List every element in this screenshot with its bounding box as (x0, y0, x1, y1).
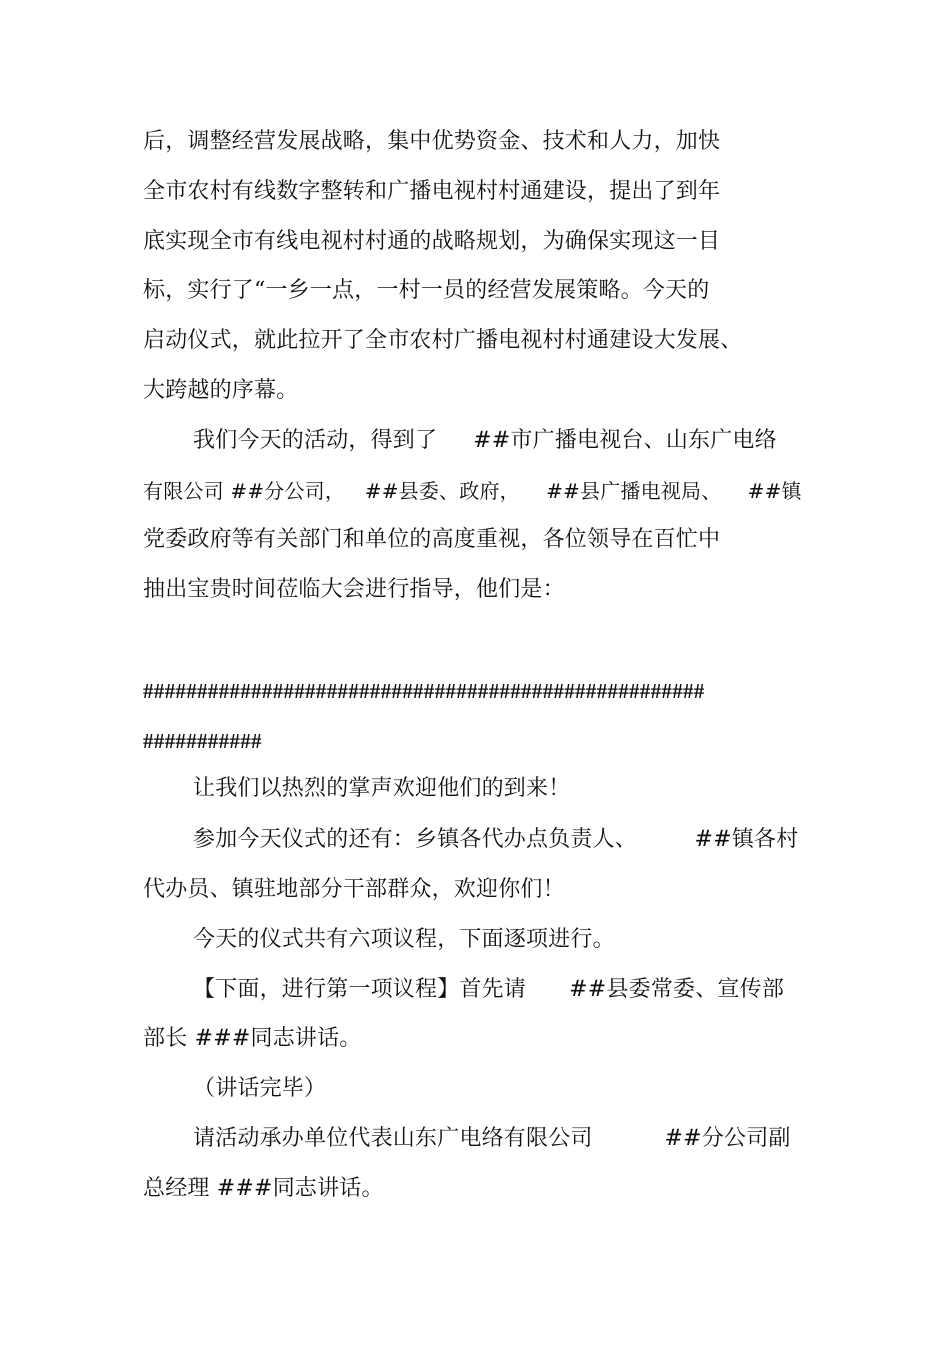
text-line: 总经理 ###同志讲话。 (143, 1176, 384, 1201)
text-line: 底实现全市有线电视村村通的战略规划，为确保实现这一目 (143, 229, 721, 254)
text-line: 启动仪式，就此拉开了全市农村广播电视村村通建设大发展、 (143, 328, 743, 353)
paragraph-first-line: 今天的仪式共有六项议程，下面逐项进行。 (193, 927, 615, 952)
text-line: 部长 ###同志讲话。 (143, 1026, 362, 1051)
paragraph-first-line: 【下面，进行第一项议程】首先请 ##县委常委、宣传部 (193, 977, 785, 1002)
redacted-names-line: #################################################### (143, 679, 705, 703)
text-line: 代办员、镇驻地部分干部群众，欢迎你们！ (143, 877, 565, 902)
text-line: 有限公司 ##分公司， ##县委、政府， ##县广播电视局、 ##镇 (143, 479, 802, 503)
paragraph-first-line: 我们今天的活动，得到了 ##市广播电视台、山东广电络 (193, 428, 777, 453)
text-line: 全市农村有线数字整转和广播电视村村通建设，提出了到年 (143, 179, 721, 204)
paragraph-first-line: （讲话完毕） (193, 1076, 327, 1101)
paragraph-first-line: 让我们以热烈的掌声欢迎他们的到来！ (193, 776, 571, 801)
text-line: 党委政府等有关部门和单位的高度重视，各位领导在百忙中 (143, 527, 721, 552)
text-line: 后，调整经营发展战略，集中优势资金、技术和人力，加快 (143, 129, 721, 154)
text-line: 标，实行了“一乡一点，一村一员的经营发展策略。今天的 (143, 278, 710, 303)
paragraph-first-line: 参加今天仪式的还有：乡镇各代办点负责人、 ##镇各村 (193, 827, 799, 852)
paragraph-first-line: 请活动承办单位代表山东广电络有限公司 ##分公司副 (193, 1126, 791, 1151)
redacted-names-line: ########### (143, 729, 262, 753)
text-line: 抽出宝贵时间莅临大会进行指导，他们是： (143, 577, 565, 602)
text-line: 大跨越的序幕。 (143, 378, 299, 403)
